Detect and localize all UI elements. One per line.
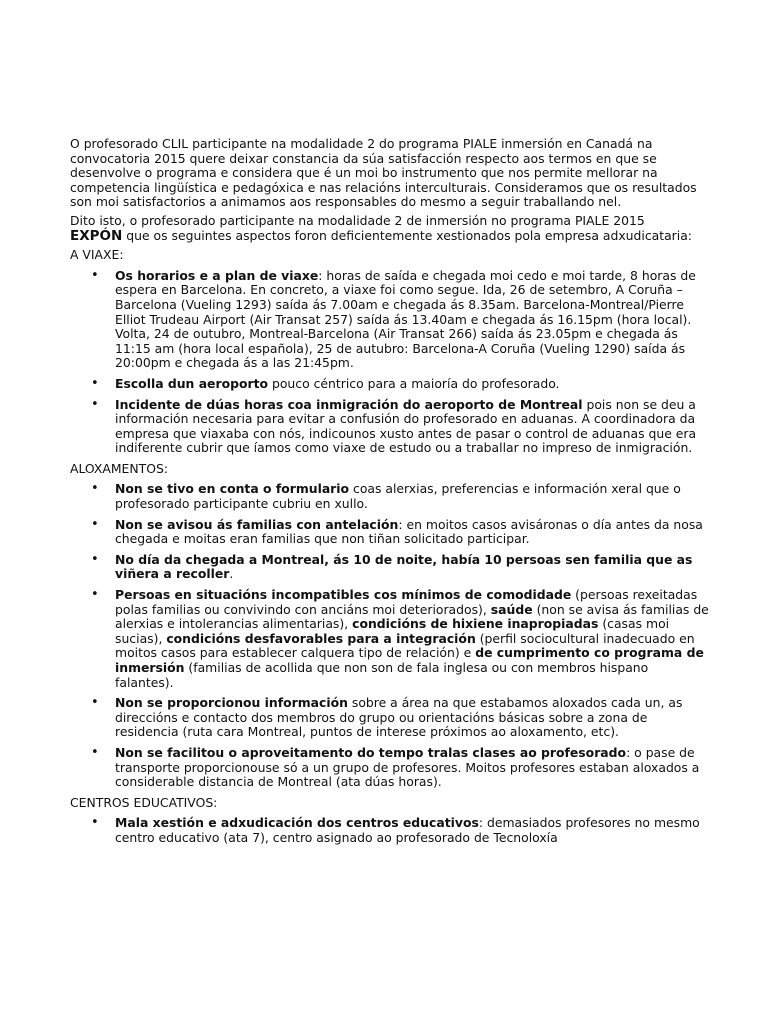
item-bold: Persoas en situacións incompatibles cos mínimos de comodidade (115, 587, 572, 603)
bullet-icon: • (91, 815, 99, 831)
item-text: : demasiados profesores no mesmo centro educativo (ata 7), centro asignado ao profesorado de Tecnoloxía (115, 815, 700, 845)
list-item (70, 746, 710, 790)
list-item (70, 816, 710, 845)
bullet-icon: • (91, 481, 99, 497)
item-text: : en moitos casos avisáronas o día antes da nosa chegada e moitas eran familias que non tiñan solicitado participar. (115, 516, 703, 547)
item-text: (familias de acollida que non son de fala inglesa ou con membros hispano falantes). (115, 660, 649, 690)
item-text: : horas de saída e chegada moi cedo e moi tarde, 8 horas de espera en Barcelona. En concreto, a viaxe foi como segue. Ida, 26 de setembro, A Coruña –Barcelona (Vueling 1293) saída ás 7.00am e chegada ás 8.35am. Barcelona-Montreal/Pierre Elliot Trudeau Airport (Air Transat 257) saída ás 13.40am e chegada ás 16.15pm (hora local). Volta, 24 de outubro, Montreal-Barcelona (Air Transat 266) saída ás 23.05pm e chegada ás 11:15 am (hora local española), 25 de autubro: Barcelona-A Coruña (Vueling 1290) saída ás 20:00pm e chegada ás a las 21:45pm. (115, 267, 696, 371)
list-viaxe (70, 269, 710, 456)
item-bold: Os horarios e a plan de viaxe (115, 267, 319, 283)
item-bold: Non se proporcionou información (115, 695, 348, 711)
document-page (70, 137, 710, 852)
bullet-icon: • (91, 375, 99, 391)
intro-paragraph: O profesorado CLIL participante na modalidade 2 do programa PIALE inmersión en Canadá na convocatoria 2015 quere deixar constancia da súa satisfacción respecto aos termos en que se desenvolve o programa e considera que é un moi bo instrumento que nos permite mellorar na competencia lingüística e pedagóxica e nas relacións interculturais. Consideramos que os resultados son moi satisfactorios a animamos aos responsables do mesmo a seguir traballando nel. (70, 136, 697, 210)
item-text: . (229, 566, 234, 582)
statement-verb: EXPÓN (70, 227, 123, 244)
item-text: (persoas rexeitadas polas familias ou convivindo con anciáns moi deteriorados), (115, 587, 698, 617)
item-bold: Non se tivo en conta o formulario (115, 481, 350, 497)
section-heading-aloxamentos: ALOXAMENTOS: (70, 460, 169, 476)
bullet-icon: • (91, 744, 99, 760)
bullet-icon: • (91, 267, 99, 283)
item-bold: condicións de hixiene inapropiadas (352, 616, 599, 632)
list-item (70, 588, 710, 690)
list-centros (70, 816, 710, 845)
statement-text-a: Dito isto, o profesorado participante na modalidade 2 de inmersión no programa PIALE 2015 (70, 212, 645, 228)
statement-text-b: que os seguintes aspectos foron deficientemente xestionados pola empresa adxudicataria: (122, 227, 692, 243)
item-bold: saúde (490, 601, 533, 617)
list-item (70, 269, 710, 371)
bullet-icon: • (91, 587, 99, 603)
item-text: (perfil sociocultural inadecuado en moitos casos para establecer calquera tipo de relación) e (115, 630, 695, 661)
section-heading-centros: CENTROS EDUCATIVOS: (70, 794, 218, 810)
bullet-icon: • (91, 516, 99, 532)
list-item (70, 553, 710, 582)
item-bold: condicións desfavorables para a integración (166, 630, 476, 646)
item-text: pois non se deu a información necesaria para evitar a confusión do profesorado en aduanas. A coordinadora da empresa que viaxaba con nós, indicounos xusto antes de pasar o control de aduanas que era indiferente cubrir que íamos como viaxe de estudo ou a traballar no impreso de inmigración. (115, 396, 697, 456)
item-bold: de cumprimento co programa de inmersión (115, 645, 704, 675)
item-text: pouco céntrico para a maioría do profesorado. (268, 375, 560, 391)
item-text: (non se avisa ás familias de alerxias e intolerancias alimentarias), (115, 601, 709, 632)
list-item (70, 377, 710, 392)
item-text: : o pase de transporte proporcionouse só a un grupo de profesores. Moitos profesores estaban aloxados a considerable distancia de Montreal (ata dúas horas). (115, 744, 700, 790)
list-item (70, 482, 710, 511)
list-item (70, 696, 710, 740)
bullet-icon: • (91, 695, 99, 711)
item-bold: Escolla dun aeroporto (115, 375, 269, 391)
list-aloxamentos (70, 482, 710, 789)
item-bold: Non se facilitou o aproveitamento do tempo tralas clases ao profesorado (115, 744, 627, 760)
bullet-icon: • (91, 551, 99, 567)
item-bold: Non se avisou ás familias con antelación (115, 516, 399, 532)
section-heading-viaxe: A VIAXE: (70, 247, 124, 263)
item-bold: Incidente de dúas horas coa inmigración do aeroporto de Montreal (115, 396, 583, 412)
statement-paragraph (70, 214, 710, 243)
bullet-icon: • (91, 396, 99, 412)
list-item (70, 398, 710, 456)
item-text: sobre a área na que estabamos aloxados cada un, as direccións e contacto dos membros do grupo ou orientacións básicas sobre a zona de residencia (ruta cara Montreal, puntos de interese próximos ao aloxamento, etc). (115, 695, 683, 740)
item-bold: No día da chegada a Montreal, ás 10 de noite, había 10 persoas sen familia que as viñera a recoller (115, 551, 693, 582)
list-item (70, 518, 710, 547)
item-text: coas alerxias, preferencias e información xeral que o profesorado participante cubriu en xullo. (115, 481, 681, 512)
item-bold: Mala xestión e adxudicación dos centros educativos (115, 815, 479, 831)
item-text: (casas moi sucias), (115, 616, 670, 646)
